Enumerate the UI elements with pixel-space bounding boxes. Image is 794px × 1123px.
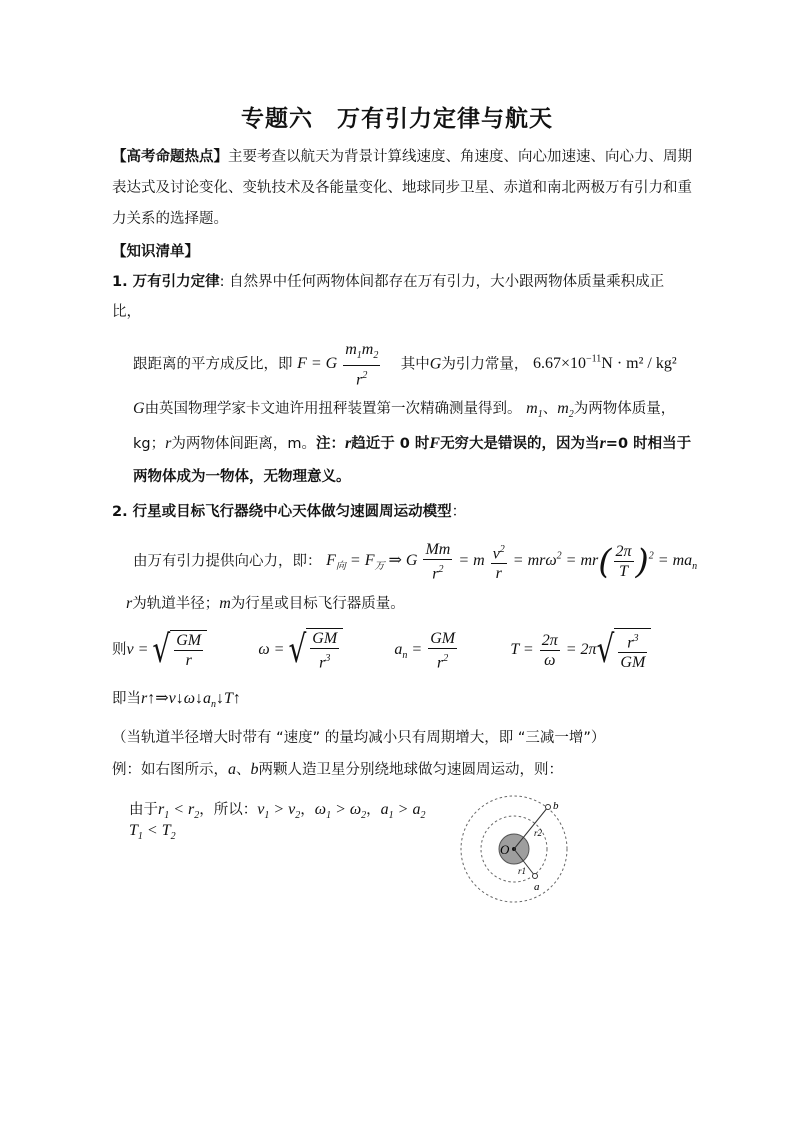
r2-line	[514, 807, 548, 849]
g-constant: $6.67\times 10^{-11}N \cdot m^2 / kg^2$	[532, 354, 677, 373]
when-label: 即当	[112, 691, 141, 707]
item2-text-a: 由万有引力提供向心力，即：	[133, 553, 322, 570]
label-r1: r1	[518, 866, 527, 876]
orbit-diagram	[455, 788, 580, 913]
item1-line2: 比，	[112, 304, 141, 320]
three-minus-one-note: （当轨道半径增大时带有 “速度” 的量均减小只有周期增大，即 “三减一增”）	[112, 730, 606, 746]
hotspot-paragraph	[112, 142, 692, 235]
example-line: 例：如右图所示，a、b两颗人造卫星分别绕地球做匀速圆周运动，则：	[112, 761, 563, 778]
gravity-formula-line: 跟距离的平方成反比，即 F = G $\frac{m_1m_2}{r^2}$ 其中G为引力常量， $6.67\times 10^{-11}N \cdot m^2 / kg^2$	[133, 341, 677, 389]
item1-text-d: 其中	[400, 356, 430, 373]
centripetal-formula-line	[133, 540, 697, 583]
label-r2: r2	[534, 828, 543, 838]
label-b: b	[553, 800, 559, 812]
item1-text-f: 由英国物理学家卡文迪许用扭秤装置第一次精确测量得到。	[144, 401, 522, 417]
item1-text-i: 为两物体间距离，m。	[171, 436, 316, 452]
item2-text-b: 为轨道半径；	[132, 596, 220, 612]
item1-heading: 1. 万有引力定律	[112, 274, 220, 290]
item1-text-g: 为两物体质量，	[573, 401, 676, 417]
satellite-b	[546, 805, 551, 810]
item1-line5: kg；r为两物体间距离，m。注：r趋近于 0 时F无穷大是错误的，因为当r=0 时相当于	[133, 435, 692, 452]
an-formula: $a_n$ = $\frac{GM}{r^2}$	[394, 629, 456, 671]
hotspot-label: 【高考命题热点】	[112, 149, 228, 165]
orbit-formulas	[112, 628, 651, 672]
example-result-line2: $T_1 < T_2$	[129, 822, 176, 843]
label-a: a	[534, 881, 540, 893]
page-title: 专题六 万有引力定律与航天	[241, 106, 553, 132]
satellite-a	[533, 874, 538, 879]
centripetal-formula: $F_向 = F_万$ ⇒ G $\frac{Mm}{r^2}$ = m $\frac{v^2}{r}$ = mrω$^2$ = mr( $\frac{2\pi}{T}$ )$^2 = ma_n$	[326, 541, 698, 583]
item1-text-a: : 自然界中任何两物体间都存在万有引力，大小跟两物体质量乘积成正	[219, 274, 665, 290]
then-label: 则	[112, 641, 127, 658]
omega-formula: ω = √ $\frac{GM}{r^3}$	[258, 641, 343, 658]
knowledge-label: 【知识清单】	[112, 244, 199, 260]
gravity-formula: F = G $\frac{m_1m_2}{r^2}$	[297, 341, 379, 389]
item1-line6: 两物体成为一物体，无物理意义。	[133, 469, 351, 485]
item1-line4: G由英国物理学家卡文迪许用扭秤装置第一次精确测量得到。 $m_1$、$m_2$为两物体质量，	[133, 400, 676, 421]
trend-line: 即当$r↑\Rightarrow v↓\omega↓a_n↓T↑$	[112, 690, 241, 711]
note-label: 注：	[315, 436, 345, 452]
t-formula: T = $\frac{2\pi}{\omega}$ = 2π√ $\frac{r^3}{GM}$	[510, 641, 651, 658]
item2-line3: r为轨道半径；m为行星或目标飞行器质量。	[126, 595, 405, 612]
center-label: O	[500, 842, 510, 857]
item2-heading-line: 2. 行星或目标飞行器绕中心天体做匀速圆周运动模型：	[112, 504, 467, 520]
item2-text-c: 为行星或目标飞行器质量。	[230, 596, 405, 612]
v-formula: v = √ $\frac{GM}{r}$	[127, 641, 208, 658]
example-result-line1: 由于$r_1 < r_2$，所以：$v_1 > v_2$，$\omega_1 > \omega_2$，$a_1 > a_2$	[129, 801, 426, 822]
item1-text-h: kg；	[133, 436, 166, 452]
item1-text-e: 为引力常量，	[441, 356, 529, 373]
item2-heading: 2. 行星或目标飞行器绕中心天体做匀速圆周运动模型	[112, 504, 452, 520]
item1-text-c: 跟距离的平方成反比，即	[133, 356, 293, 373]
hotspot-text: 主要考查以航天为背景计算线速度、角速度、向心加速速、向心力、周期表达式及讨论变化、变轨技术及各能量变化、地球同步卫星、赤道和南北两极万有引力和重力关系的选择题。	[112, 149, 692, 227]
item1-line1	[112, 270, 664, 291]
